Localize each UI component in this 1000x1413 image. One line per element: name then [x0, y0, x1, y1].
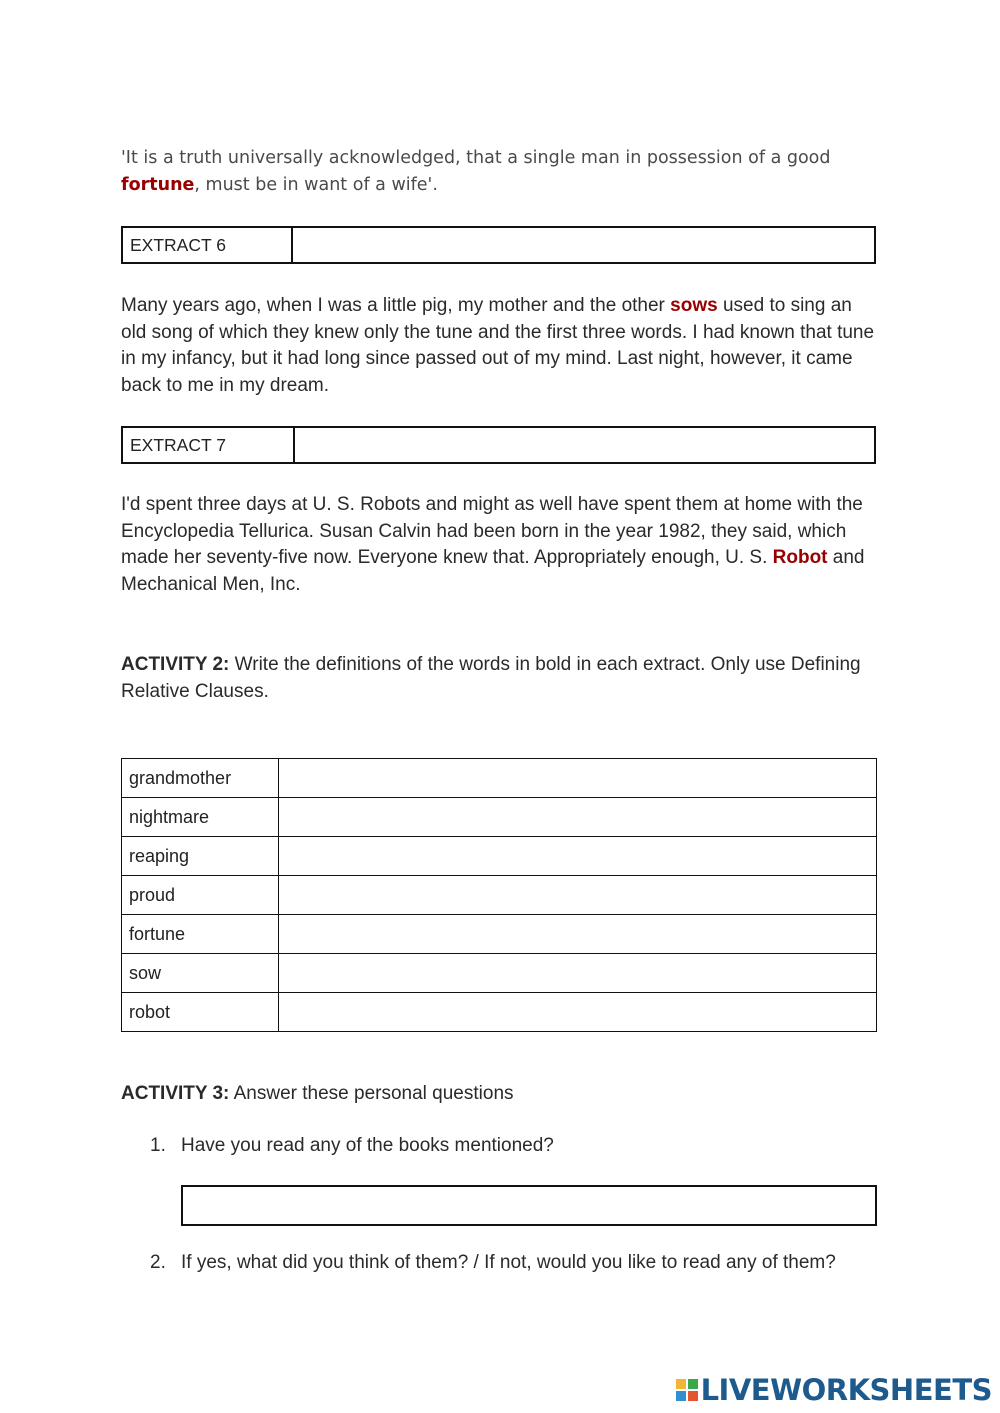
word-cell: proud [122, 876, 279, 915]
question-1-answer-field[interactable] [181, 1185, 877, 1226]
quote-text-after: , must be in want of a wife'. [194, 175, 438, 195]
word-cell: fortune [122, 915, 279, 954]
definition-input[interactable] [279, 798, 877, 837]
definition-input[interactable] [279, 993, 877, 1032]
extract-7-text-after: and Mechanical Men, Inc. [121, 547, 865, 595]
question-1-number: 1. [150, 1135, 166, 1156]
word-cell: reaping [122, 837, 279, 876]
table-row [122, 837, 877, 876]
extract-6-text-after: used to sing an old song of which they knew only the tune and the first three words. I had known that tune in my infancy, but it had long since passed out of my mind. Last night, however, it came back to me in my dream. [121, 295, 875, 396]
definition-input[interactable] [279, 876, 877, 915]
extract-7-text-before: I'd spent three days at U. S. Robots and might as well have spent them at home with the Encyclopedia Tellurica. Susan Calvin had been born in the year 1982, they said, which made her seventy-five now. Everyone knew that. Appropriately enough, U. S. [121, 494, 863, 568]
question-2-text: If yes, what did you think of them? / If not, would you like to read any of them? [181, 1252, 836, 1273]
definitions-table [121, 758, 877, 1032]
definition-input[interactable] [279, 759, 877, 798]
word-cell: nightmare [122, 798, 279, 837]
activity-3-instruction [121, 1081, 881, 1108]
table-row [122, 876, 877, 915]
word-cell: robot [122, 993, 279, 1032]
bold-word-robot: Robot [772, 547, 828, 568]
definition-input[interactable] [279, 837, 877, 876]
extract-7-label: EXTRACT 7 [123, 428, 295, 462]
activity-2-text: Write the definitions of the words in bold in each extract. Only use Defining Relative Clauses. [121, 654, 861, 702]
extract-6-paragraph [121, 293, 881, 399]
question-2-number: 2. [150, 1252, 166, 1273]
table-row [122, 915, 877, 954]
extract-7-paragraph [121, 492, 881, 598]
activity-2-heading: ACTIVITY 2: [121, 654, 230, 675]
definition-input[interactable] [279, 915, 877, 954]
logo-mark-icon [676, 1379, 698, 1401]
activity-3-heading: ACTIVITY 3: [121, 1083, 230, 1104]
extract-6-label: EXTRACT 6 [123, 228, 293, 262]
activity-2-instruction [121, 652, 881, 705]
word-cell: grandmother [122, 759, 279, 798]
table-row [122, 798, 877, 837]
table-row [122, 954, 877, 993]
question-1-text: Have you read any of the books mentioned? [181, 1135, 554, 1156]
question-1 [150, 1135, 890, 1157]
extract-7-answer-field[interactable] [295, 428, 874, 462]
table-row [122, 759, 877, 798]
liveworksheets-logo [676, 1373, 992, 1407]
extract-6-text-before: Many years ago, when I was a little pig, my mother and the other [121, 295, 671, 316]
extract-6-box [121, 226, 876, 264]
quote-text-before: 'It is a truth universally acknowledged, that a single man in possession of a good [121, 148, 831, 168]
question-2 [150, 1252, 890, 1274]
table-row [122, 993, 877, 1032]
bold-word-fortune: fortune [121, 175, 195, 195]
word-cell: sow [122, 954, 279, 993]
definition-input[interactable] [279, 954, 877, 993]
activity-3-text: Answer these personal questions [229, 1083, 514, 1104]
extract-6-answer-field[interactable] [293, 228, 874, 262]
quote-paragraph [121, 145, 881, 199]
extract-7-box [121, 426, 876, 464]
logo-text: LIVEWORKSHEETS [700, 1373, 992, 1407]
bold-word-sows: sows [670, 295, 718, 316]
